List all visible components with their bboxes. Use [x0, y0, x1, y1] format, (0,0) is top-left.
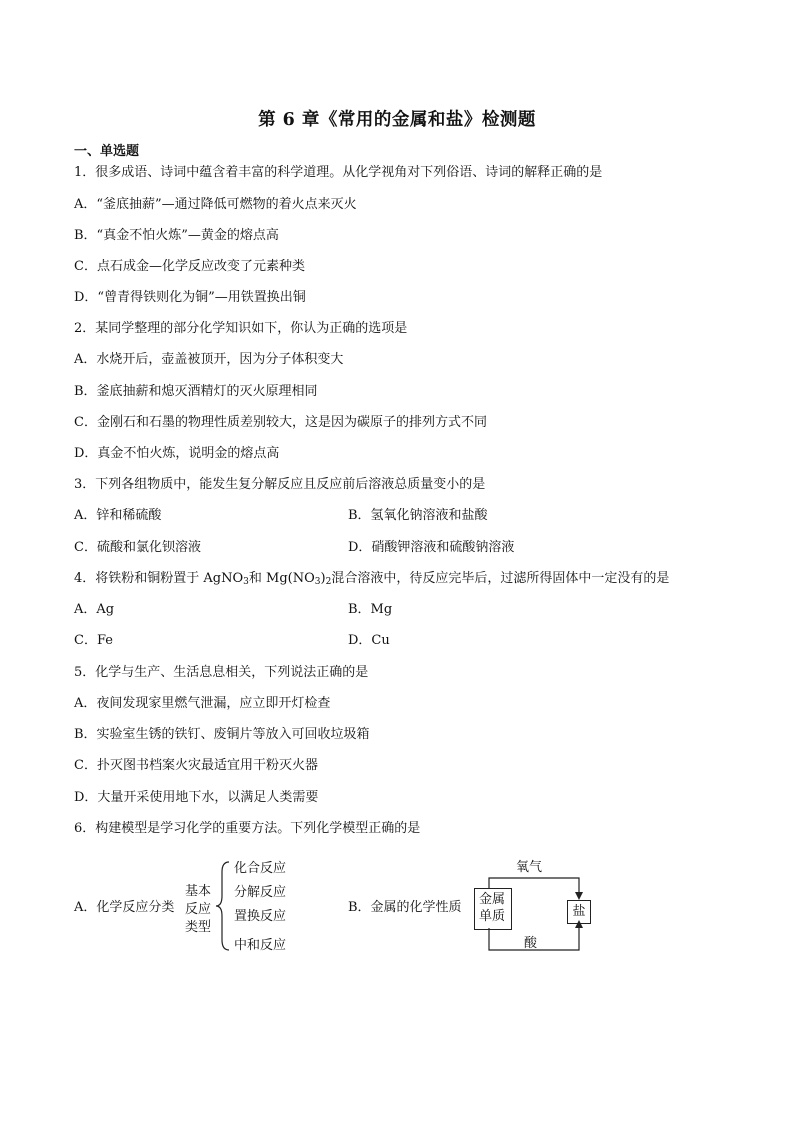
brace-icon [214, 860, 232, 952]
question-5-option-b: B．实验室生锈的铁钉、废铜片等放入可回收垃圾箱 [74, 727, 370, 742]
question-3-option-c: C．硫酸和氯化钡溶液 [74, 540, 201, 555]
reaction-type-group-line-2: 反应 [185, 902, 212, 917]
question-2-option-d: D．真金不怕火炼，说明金的熔点高 [74, 446, 280, 461]
question-5-option-d: D．大量开采使用地下水，以满足人类需要 [74, 790, 319, 805]
question-1-stem: 1．很多成语、诗词中蕴含着丰富的科学道理。从化学视角对下列俗语、诗词的解释正确的是 [74, 165, 603, 180]
reaction-type-decomposition: 分解反应 [234, 885, 287, 900]
question-1-option-d: D．“曾青得铁则化为铜”—用铁置换出铜 [74, 290, 306, 305]
section-heading: 一、单选题 [74, 144, 140, 159]
question-3-option-b: B．氢氧化钠溶液和盐酸 [348, 508, 488, 523]
question-5-stem: 5．化学与生产、生活息息相关，下列说法正确的是 [74, 665, 369, 680]
question-6-option-a-label: A．化学反应分类 [74, 900, 175, 915]
acid-arrow-label: 酸 [524, 936, 538, 951]
question-1-option-b: B．“真金不怕火炼”—黄金的熔点高 [74, 228, 279, 243]
salt-box: 盐 [567, 900, 591, 924]
question-2-stem: 2．某同学整理的部分化学知识如下，你认为正确的选项是 [74, 321, 408, 336]
metal-element-line-2: 单质 [479, 909, 506, 924]
page-title: 第 6 章《常用的金属和盐》检测题 [258, 110, 536, 130]
question-2-option-c: C．金刚石和石墨的物理性质差别较大，这是因为碳原子的排列方式不同 [74, 415, 487, 430]
oxygen-arrow-label: 氧气 [516, 860, 543, 875]
question-5-option-a: A．夜间发现家里燃气泄漏，应立即开灯检查 [74, 696, 331, 711]
reaction-type-neutralization: 中和反应 [234, 938, 287, 953]
question-3-option-a: A．锌和稀硫酸 [74, 508, 162, 523]
question-3-stem: 3．下列各组物质中，能发生复分解反应且反应前后溶液总质量变小的是 [74, 477, 486, 492]
question-6-option-b-label: B．金属的化学性质 [348, 900, 462, 915]
reaction-type-group-line-1: 基本 [185, 884, 212, 899]
question-4-option-c: C．Fe [74, 633, 113, 648]
question-4-option-d: D．Cu [348, 633, 390, 648]
metal-element-box [474, 888, 512, 930]
metal-element-line-1: 金属 [479, 892, 506, 907]
question-4-option-a: A．Ag [74, 602, 115, 617]
question-4-option-b: B．Mg [348, 602, 393, 617]
reaction-type-displacement: 置换反应 [234, 909, 287, 924]
reaction-type-group-line-3: 类型 [185, 920, 212, 935]
question-1-option-a: A．“釜底抽薪”—通过降低可燃物的着火点来灭火 [74, 197, 357, 212]
reaction-type-combination: 化合反应 [234, 861, 287, 876]
question-2-option-a: A．水烧开后，壶盖被顶开，因为分子体积变大 [74, 352, 344, 367]
question-4-stem: 4．将铁粉和铜粉置于 AgNO$_3$和 $Mg(NO_3)_2$混合溶液中，待反应完毕后，过滤所得固体中一定没有的是 [74, 571, 670, 587]
question-2-option-b: B．釜底抽薪和熄灭酒精灯的灭火原理相同 [74, 384, 318, 399]
question-1-option-c: C．点石成金—化学反应改变了元素种类 [74, 259, 305, 274]
question-3-option-d: D．硝酸钾溶液和硫酸钠溶液 [348, 540, 515, 555]
question-5-option-c: C．扑灭图书档案火灾最适宜用干粉灭火器 [74, 758, 318, 773]
question-6-stem: 6．构建模型是学习化学的重要方法。下列化学模型正确的是 [74, 821, 421, 836]
